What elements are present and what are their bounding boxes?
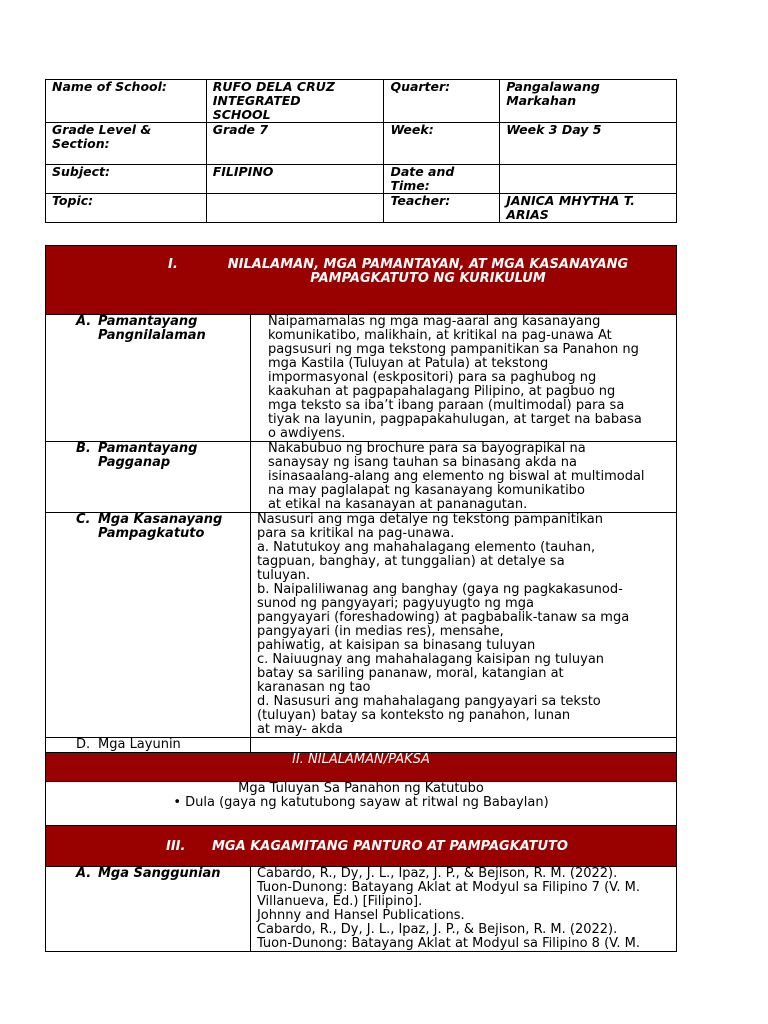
row-content: Nasusuri ang mga detalye ng tekstong pampanitikan para sa kritikal na pag-unawa. a. Natutukoy ang mahahalagang elemento (tauhan, tagpuan, banghay, at tunggalian) at detalye sa tuluyan. b. Naipaliliwanag ang banghay (gaya ng pagkakasunod- sunod ng pangyayari; pagyuyugto ng mga pangyayari (foreshadowing) at pagbabalik-tanaw sa mga pangyayari (in medias res), mensahe, pahiwatig, at kaisipan sa binasang tuluyan c. Naiuugnay ang mahahalagang kaisipan ng tuluyan batay sa sariling pananaw, moral, katangian at karanasan ng tao d. Nasusuri ang mahahalagang pangyayari sa teksto (tuluyan) batay sa konteksto ng panahon, lunan at may- akda xyxy=(250,513,676,738)
topic-label: Topic: xyxy=(46,194,207,223)
school-label: Name of School: xyxy=(46,80,207,123)
section-2-header xyxy=(46,753,677,782)
row-letter: A. xyxy=(76,314,92,329)
row-label: Mga Layunin xyxy=(98,737,181,752)
row-letter: D. xyxy=(76,737,91,752)
row-content: Cabardo, R., Dy, J. L., Ipaz, J. P., & Bejison, R. M. (2022). Tuon-Dunong: Batayang Aklat at Modyul sa Filipino 7 (V. M. Villanueva, Ed.) [Filipino]. Johnny and Hansel Publications. Cabardo, R., Dy, J. L., Ipaz, J. P., & Bejison, R. M. (2022). Tuon-Dunong: Batayang Aklat at Modyul sa Filipino 8 (V. M. xyxy=(250,867,676,952)
row-label: Pamantayang Pagganap xyxy=(98,441,198,470)
section-3-number: III. xyxy=(166,839,186,854)
school-info-table xyxy=(45,79,677,223)
topic-line: Mga Tuluyan Sa Panahon ng Katutubo xyxy=(238,781,484,796)
date-value xyxy=(500,165,677,194)
topic-value xyxy=(206,194,384,223)
section-2-content xyxy=(46,782,677,826)
section-3-title: MGA KAGAMITANG PANTURO AT PAMPAGKATUTO xyxy=(212,839,568,854)
teacher-value: JANICA MHYTHA T. ARIAS xyxy=(500,194,677,223)
row-label: Mga Kasanayang Pampagkatuto xyxy=(98,512,223,541)
row-letter: B. xyxy=(76,441,91,456)
row-label: Mga Sanggunian xyxy=(98,866,221,881)
section-1-header xyxy=(46,246,677,315)
grade-value: Grade 7 xyxy=(206,123,384,165)
row-content xyxy=(250,738,676,753)
row-pamantayang-pangnilalaman xyxy=(46,315,677,442)
section-3-header xyxy=(46,826,677,867)
row-pamantayang-pagganap xyxy=(46,442,677,513)
section-1-number: I. xyxy=(168,257,178,272)
curriculum-table xyxy=(45,245,677,952)
subject-value: FILIPINO xyxy=(206,165,384,194)
quarter-label: Quarter: xyxy=(384,80,500,123)
row-content: Nakabubuo ng brochure para sa bayograpikal na sanaysay ng isang tauhan sa binasang akda na isinasaalang-alang ang elemento ng biswal at multimodal na may paglalapat ng kasanayang komunikatibo at etikal na kasanayan at pananagutan. xyxy=(250,442,676,513)
topic-line: • Dula (gaya ng katutubong sayaw at ritwal ng Babaylan) xyxy=(173,795,549,810)
week-value: Week 3 Day 5 xyxy=(500,123,677,165)
row-letter: A. xyxy=(76,866,92,881)
row-mga-sanggunian xyxy=(46,867,677,952)
date-label: Date and Time: xyxy=(384,165,500,194)
row-letter: C. xyxy=(76,512,91,527)
subject-label: Subject: xyxy=(46,165,207,194)
row-content: Naipamamalas ng mga mag-aaral ang kasanayang komunikatibo, malikhain, at kritikal na pag-unawa At pagsusuri ng mga tekstong pampanitikan sa Panahon ng mga Kastila (Tuluyan at Patula) at tekstong impormasyonal (eskpositori) para sa paghubog ng kaakuhan at pagpapahalagang Pilipino, at pagbuo ng mga teksto sa iba’t ibang paraan (multimodal) para sa tiyak na layunin, pagpapakahulugan, at target na babasa o awdiyens. xyxy=(250,315,676,442)
section-1-title: NILALAMAN, MGA PAMANTAYAN, AT MGA KASANAYANG PAMPAGKATUTO NG KURIKULUM xyxy=(227,257,629,286)
grade-label: Grade Level & Section: xyxy=(46,123,207,165)
week-label: Week: xyxy=(384,123,500,165)
quarter-value: Pangalawang Markahan xyxy=(500,80,677,123)
school-value: RUFO DELA CRUZ INTEGRATED SCHOOL xyxy=(206,80,384,123)
row-label: Pamantayang Pangnilalaman xyxy=(98,314,206,343)
section-2-title: II. NILALAMAN/PAKSA xyxy=(292,752,430,767)
teacher-label: Teacher: xyxy=(384,194,500,223)
row-mga-layunin xyxy=(46,738,677,753)
row-mga-kasanayang-pampagkatuto xyxy=(46,513,677,738)
